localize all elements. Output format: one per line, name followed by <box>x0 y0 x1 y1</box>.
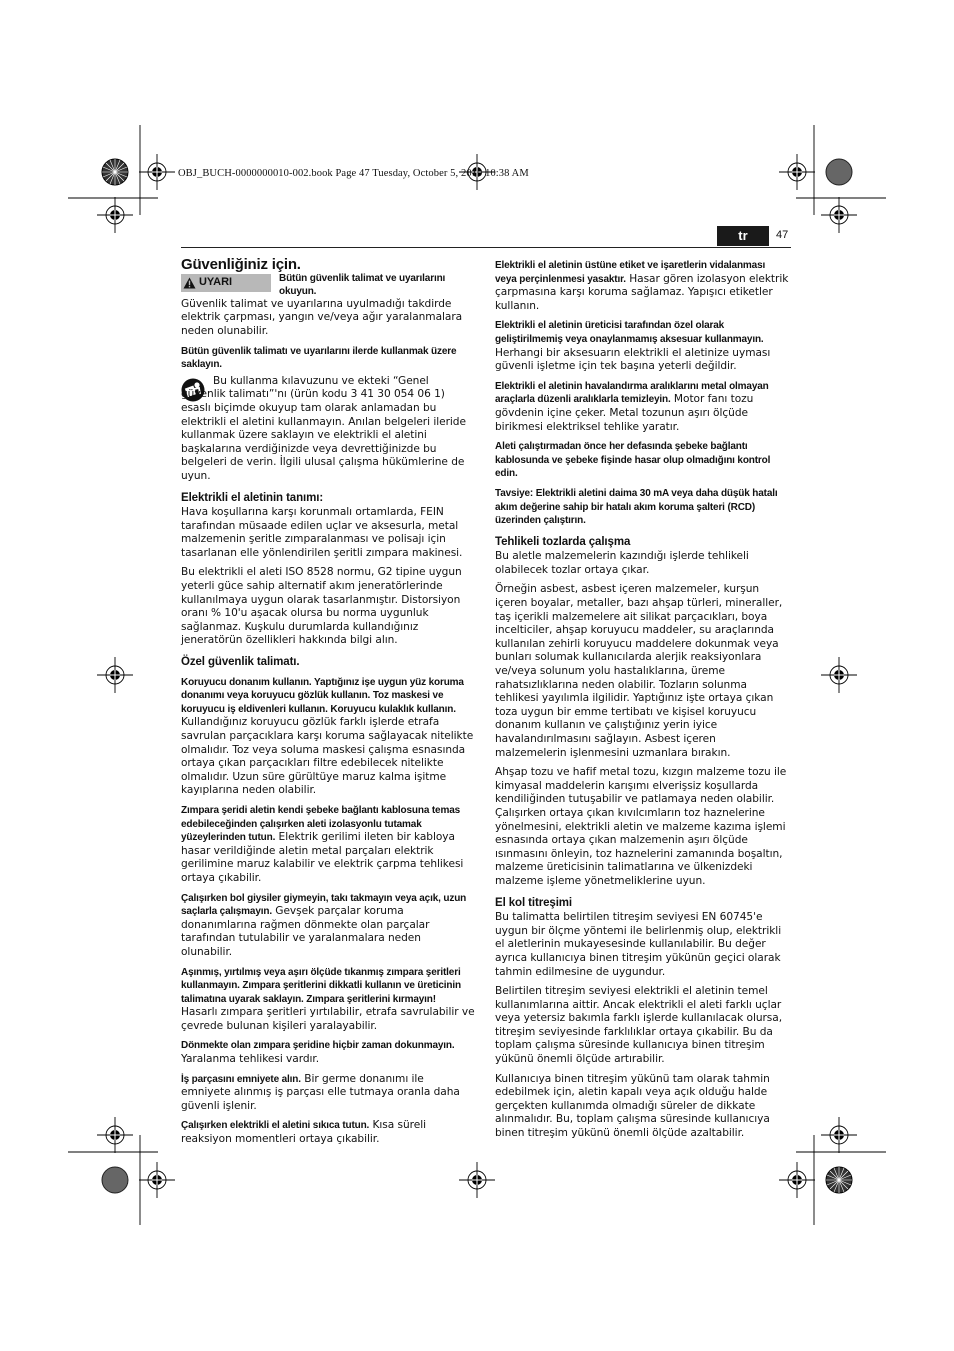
safety-p2-bold: Zımpara şeridi aletin kendi şebeke bağlantı kablosuna temas edebileceğinden çalışırken aleti izolasyonlu tutamak yüzeylerinden tutun. <box>181 804 461 844</box>
safety-p4 <box>181 966 475 1034</box>
safety-p6 <box>181 1073 475 1114</box>
safety-p4-text: Hasarlı zımpara şeritleri yırtılabilir, etrafa savrulabilir ve çevrede bulunan kişileri yaralayabilir. <box>181 1006 475 1032</box>
manual-text: Bu kullanma kılavuzunu ve ekteki “Genel güvenlik talimatı”'nı (ürün kodu 3 41 30 054 06 1) esaslı biçimde okuyup tam olarak anlamadan bu elektrikli el aletini kullanmayın. Anılan belgeleri ileride kullanmak üzere saklayın ve elektrikli el aletini başkalarına verdiğinizde veya devrettiğinizde bu belgeleri de verin. İlgili ulusal çalışma hükümlerine de uyun. <box>181 374 466 482</box>
safety-p7-bold: Çalışırken elektrikli el aletini sıkıca tutun. <box>181 1120 370 1132</box>
dust-p3: Ahşap tozu ve hafif metal tozu, kızgın malzeme tozu ile kimyasal maddelerin karışımı elverişsiz koşullarda kendiliğinden tutuşabilir ve patlamaya neden olabilir. Çalışırken ortaya çıkan kıvılcımların toz haznelerine yönelmesini, elektrikli aletin ve malzeme kazıma işlemi esnasında ortaya çıkan malzemenin aşırı ölçüde ısınmasını önleyin, toz haznelerini zamanında boşaltın, malzeme üreticisinin talimatlarına ve ülkenizdeki malzeme işleme yönetmeliklerine uyun. <box>495 766 787 887</box>
right-p3 <box>495 380 789 434</box>
heading-dust: Tehlikeli tozlarda çalışma <box>495 535 631 548</box>
keep-instructions: Bütün güvenlik talimatı ve uyarılarını ilerde kullanmak üzere saklayın. <box>181 345 457 371</box>
right-p5: Tavsiye: Elektrikli aletini daima 30 mA veya daha düşük hatalı akım değerine sahip bir hatalı akım koruma şalteri (RCD) üzerinden çalıştırın. <box>495 487 778 527</box>
safety-p1-text: Kullandığınız koruyucu gözlük farklı işlerde etrafa savrulan parçacıklara karşı koruma sağlayacak nitelikte olmalıdır. Toz veya soluma maskesi çalışma esnasında ortaya çıkan parçacıkları filtre edebilecek nitelikte olmalıdır. Uzun süre gürültüye maruz kalma işitme kayıplarına neden olabilir. <box>181 716 474 797</box>
page-title: Güvenliğiniz için. <box>181 256 301 273</box>
dust-p1: Bu aletle malzemelerin kazındığı işlerde tehlikeli olabilecek tozlar ortaya çıkar. <box>495 550 749 576</box>
safety-p3 <box>181 892 475 960</box>
heading-vibration: El kol titreşimi <box>495 896 573 909</box>
header-rule <box>181 247 791 248</box>
safety-p6-bold: İş parçasını emniyete alın. <box>181 1073 301 1085</box>
warning-triangle-icon <box>183 277 196 289</box>
warning-label: UYARI <box>199 275 232 288</box>
safety-p7 <box>181 1119 475 1146</box>
warn-bold: Bütün güvenlik talimat ve uyarılarını okuyun. <box>279 272 446 298</box>
right-p3-bold: Elektrikli el aletinin havalandırma aralıklarını metal olmayan araçlarla düzenli aralıklarla temizleyin. <box>495 380 769 406</box>
description-p1: Hava koşullarına karşı korunmalı ortamlarda, FEIN tarafından müsaade edilen uçlar ve aksesurla, metal malzemenin şeritle zımparalanması ve polisajı için tasarlanan elle yönlendirilen şeritli zımpara makinesi. <box>181 506 463 559</box>
heading-description: Elektrikli el aletinin tanımı: <box>181 491 324 504</box>
right-p1-bold: Elektrikli el aletinin üstüne etiket ve işaretlerin vidalanması veya perçinlenmesi yasaktır. <box>495 260 766 285</box>
warning-block <box>181 272 475 299</box>
vibration-p3: Kullanıcıya binen titreşim yükünü tam olarak tahmin edebilmek için, aletin kapalı veya açık olduğu halde gerçekten kullanımda olmadığı süreler de dikkate alınmalıdır. Bu, toplam çalışma süresinde kullanıcıya binen titreşim yükünü önemli ölçüde azaltabilir. <box>495 1072 770 1140</box>
safety-p7-text: Kısa süreli reaksiyon momentleri ortaya çıkabilir. <box>181 1119 426 1146</box>
description-p2: Bu elektrikli el aleti ISO 8528 normu, G2 tipine uygun yeterli güce sahip alternatif akım jeneratörlerinde kullanılmaya uygun olarak tasarlanmıştır. Distorsiyon oranı % 10'u aşacak olursa bu norma uygunluk sağlanmaz. Kuşkulu durumlarda kullandığınız jeneratörün özellikleri hakkında bilgi alın. <box>181 566 462 647</box>
warning-badge <box>181 274 271 292</box>
right-column <box>495 259 789 1147</box>
safety-p2-text: Elektrik gerilimi ileten bir kabloya hasar verildiğinde aletin metal parçaları elektrik gerilimine maruz kalabilir ve elektrik çarpma tehlikesi ortaya çıkabilir. <box>181 831 464 884</box>
right-p3-text: Motor fanı tozu gövdenin içine çeker. Metal tozunun aşırı ölçüde birikmesi elektriksel tehlike yaratır. <box>495 393 754 433</box>
page-number: 47 <box>776 229 789 241</box>
safety-p4-bold: Aşınmış, yırtılmış veya aşırı ölçüde tıkanmış zımpara şeritleri kullanmayın. Zımpara şeritlerini dikkatli kullanın ve üreticinin talimatına uyarak saklayın. Zımpara şeritlerini kırmayın! <box>181 966 461 1005</box>
heading-special-safety: Özel güvenlik talimatı. <box>181 656 300 669</box>
vibration-p2: Belirtilen titreşim seviyesi elektrikli el aletinin temel kullanımlarına aittir. Ancak elektrikli el aleti farklı uçlar veya yetersiz bakımla farklı işlerde kullanılacak olursa, titreşim seviyesinde farklılıklar ortaya çıkabilir. Bu da toplam çalışma süresinde kullanıcıya binen titreşim yükünü önemli ölçüde artırabilir. <box>495 985 783 1066</box>
right-p1-text: Hasar gören izolasyon elektrik çarpmasına karşı koruma sağlamaz. Yapışıcı etiketler kullanın. <box>495 272 789 312</box>
language-tab: tr <box>717 226 769 246</box>
left-column <box>181 256 475 1153</box>
right-p2 <box>495 319 789 373</box>
safety-p5 <box>181 1039 475 1066</box>
safety-p1 <box>181 676 475 798</box>
vibration-p1: Bu talimatta belirtilen titreşim seviyesi EN 60745'e uygun bir ölçme yöntemi ile belirlenmiş olup, elektrikli el aletlerinin mukayesesinde kullanılabilir. Bu değer ayrıca kullanıcıya binen titreşim yükünün geçici olarak tahmin edilmesine de uygundur. <box>495 911 782 978</box>
right-p2-bold: Elektrikli el aletinin üreticisi tarafından özel olarak geliştirilmemiş veya onaylanmamış aksesuar kullanmayın. <box>495 320 764 345</box>
right-p2-text: Herhangi bir aksesuarın elektrikli el aletinize uyması güvenli işletme için tek başına yeterli değildir. <box>495 346 771 373</box>
safety-p3-bold: Çalışırken bol giysiler giymeyin, takı takmayın veya açık, uzun saçlarla çalışmayın. <box>181 892 467 918</box>
safety-p6-text: Bir germe donanımı ile emniyete alınmış iş parçası elle tutmaya oranla daha güvenli işlenir. <box>181 1072 460 1112</box>
right-p1 <box>495 259 789 313</box>
safety-p3-text: Gevşek parçalar koruma donanımlarına rağmen dönmekte olan parçalar tarafından tutulabilir ve yaralanmalara neden olunabilir. <box>181 905 430 958</box>
safety-p5-bold: Dönmekte olan zımpara şeridine hiçbir zaman dokunmayın. <box>181 1040 455 1052</box>
safety-p5-text: Yaralanma tehlikesi vardır. <box>181 1053 320 1066</box>
warn-text: Güvenlik talimat ve uyarılarına uyulmadığı takdirde elektrik çarpması, yangın ve/veya ağır yaralanmalara neden olunabilir. <box>181 297 463 337</box>
safety-p1-bold: Koruyucu donanım kullanın. Yaptığınız işe uygun yüz koruma donanımı veya koruyucu gözlük kullanın. Toz maskesi ve koruyucu iş eldivenleri kullanın. Koruyucu kulaklık kullanın. <box>181 676 464 715</box>
dust-p2: Örneğin asbest, asbest içeren malzemeler, kurşun içeren boyalar, metaller, bazı ahşap türleri, mineraller, taş içerikli malzemelere ait silikat parçacıkları, boya incelticiler, ahşap koruyucu maddeler, su araçlarında kullanılan zehirli koruyucu maddelere dokunmak veya bunları solumak kullanıcılarda alerjik reaksiyonlara ve/veya solunum yolu hastalıklarına, üreme rahatsızlıklarına neden olabilir. Tozların solunma tehlikesi yayılımla ilgilidir. Yaptığınız işte ortaya çıkan toza uygun bir emme tertibatı ve kişisel koruyucu donanım kullanın ve çalıştığınız yerin iyice havalandırılmasını sağlayın. Asbest içeren malzemelerin işlenmesini uzmanlara bırakın. <box>495 583 783 759</box>
file-header: OBJ_BUCH-0000000010-002.book Page 47 Tuesday, October 5, 2010 10:38 AM <box>178 168 529 179</box>
safety-p2 <box>181 804 475 886</box>
right-p4: Aleti çalıştırmadan önce her defasında şebeke bağlantı kablosunda ve şebeke fişinde hasar olup olmadığını kontrol edin. <box>495 441 771 480</box>
